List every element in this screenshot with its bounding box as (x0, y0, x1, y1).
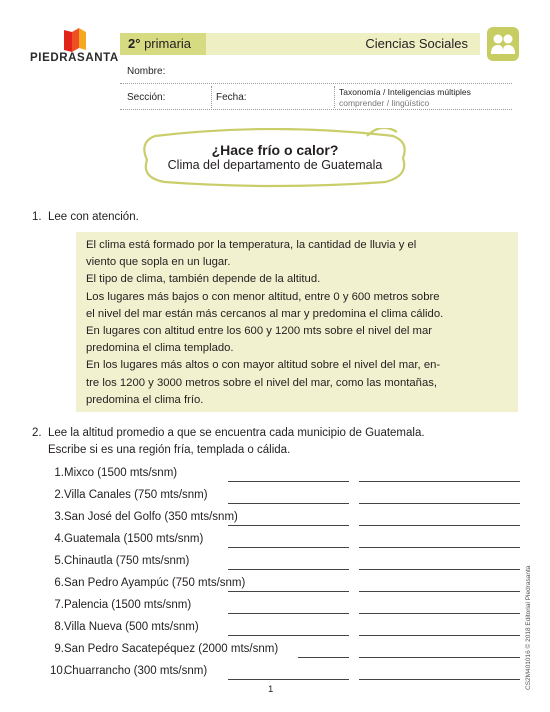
answer-line[interactable] (228, 679, 349, 680)
reading-line: El clima está formado por la temperatura, la cantidad de lluvia y el (86, 239, 417, 251)
copyright-note: CS2M401016 © 2018 Editorial Piedrasanta (525, 565, 532, 690)
page-subtitle: Clima del departamento de Guatemala (167, 158, 383, 172)
list-item (50, 643, 530, 663)
item-number: 4. (54, 533, 64, 545)
item-number: 7. (54, 599, 64, 611)
reading-line: Los lugares más bajos o con menor altitud, entre 0 y 600 metros sobre (86, 290, 440, 303)
divider (211, 86, 212, 108)
section-field[interactable] (120, 109, 512, 110)
list-item (50, 533, 530, 553)
group-icon (487, 27, 519, 61)
question-number: 2. (32, 427, 42, 439)
answer-line[interactable] (359, 481, 520, 482)
page-number: 1 (268, 684, 274, 695)
question-2-instruction: Escribe si es una región fría, templada o cálida. (48, 444, 291, 456)
subject-label: Ciencias Sociales (365, 36, 468, 51)
item-text: Mixco (1500 mts/snm) (64, 467, 178, 479)
section-label: Sección: (127, 92, 166, 103)
reading-line: tre los 1200 y 3000 metros sobre el nivel del mar, como las montañas, (86, 376, 438, 389)
item-text: San José del Golfo (350 mts/snm) (64, 511, 238, 523)
item-text: Chuarrancho (300 mts/snm) (64, 665, 208, 677)
reading-line: predomina el clima templado. (86, 342, 234, 355)
answer-line[interactable] (359, 525, 520, 526)
item-text: Villa Nueva (500 mts/snm) (64, 621, 199, 633)
taxonomy-label: Taxonomía / Inteligencias múltiples (339, 87, 471, 97)
question-1-text: Lee con atención. (48, 211, 139, 223)
answer-line[interactable] (359, 635, 520, 636)
list-item (50, 599, 530, 619)
grade-label: 2° primaria (128, 36, 192, 51)
reading-line: viento que sopla en un lugar. (86, 256, 231, 269)
item-number: 3. (54, 511, 64, 523)
item-number: 9. (54, 643, 64, 655)
page-title: ¿Hace frío o calor? (211, 142, 339, 158)
answer-line[interactable] (228, 503, 349, 504)
answer-line[interactable] (359, 679, 520, 680)
answer-line[interactable] (228, 481, 349, 482)
item-text: Guatemala (1500 mts/snm) (64, 533, 204, 545)
list-item (50, 467, 530, 487)
item-number: 10. (50, 665, 66, 677)
reading-line: En los lugares más altos o con mayor altitud sobre el nivel del mar, en- (86, 359, 441, 372)
list-item (50, 555, 530, 575)
item-number: 6. (54, 577, 64, 589)
answer-line[interactable] (359, 503, 520, 504)
reading-line: predomina el clima frío. (86, 393, 204, 406)
item-number: 1. (54, 467, 64, 479)
list-item (50, 489, 530, 509)
answer-line[interactable] (359, 657, 520, 658)
reading-line: El tipo de clima, también depende de la altitud. (86, 273, 321, 286)
list-item (50, 577, 530, 597)
item-text: San Pedro Sacatepéquez (2000 mts/snm) (64, 643, 279, 655)
item-text: San Pedro Ayampúc (750 mts/snm) (64, 577, 246, 589)
brand-name: PIEDRASANTA (30, 52, 119, 64)
reading-line: En lugares con altitud entre los 600 y 1200 mts sobre el nivel del mar (86, 325, 433, 338)
answer-line[interactable] (298, 657, 349, 658)
answer-line[interactable] (228, 525, 349, 526)
answer-line[interactable] (359, 613, 520, 614)
answer-line[interactable] (359, 591, 520, 592)
answer-line[interactable] (228, 613, 349, 614)
name-field[interactable] (120, 83, 512, 84)
taxonomy-values: comprender / lingüístico (339, 98, 430, 108)
list-item (50, 665, 530, 685)
piedrasanta-logo-icon (62, 26, 88, 54)
question-2-text: Lee la altitud promedio a que se encuentra cada municipio de Guatemala. (48, 427, 425, 439)
answer-line[interactable] (359, 569, 520, 570)
answer-line[interactable] (228, 569, 349, 570)
item-number: 5. (54, 555, 64, 567)
answer-line[interactable] (228, 591, 349, 592)
answer-line[interactable] (359, 547, 520, 548)
list-item (50, 621, 530, 641)
answer-line[interactable] (228, 547, 349, 548)
item-text: Palencia (1500 mts/snm) (64, 599, 192, 611)
item-text: Chinautla (750 mts/snm) (64, 555, 190, 567)
reading-text (86, 237, 516, 409)
reading-line: el nivel del mar están más cercanos al mar y predomina el clima cálido. (86, 307, 444, 320)
name-label: Nombre: (127, 66, 166, 77)
list-item (50, 511, 530, 531)
item-text: Villa Canales (750 mts/snm) (64, 489, 208, 501)
date-label: Fecha: (216, 92, 247, 103)
question-number: 1. (32, 211, 42, 223)
divider (334, 86, 335, 108)
item-number: 2. (54, 489, 64, 501)
item-number: 8. (54, 621, 64, 633)
answer-line[interactable] (228, 635, 349, 636)
